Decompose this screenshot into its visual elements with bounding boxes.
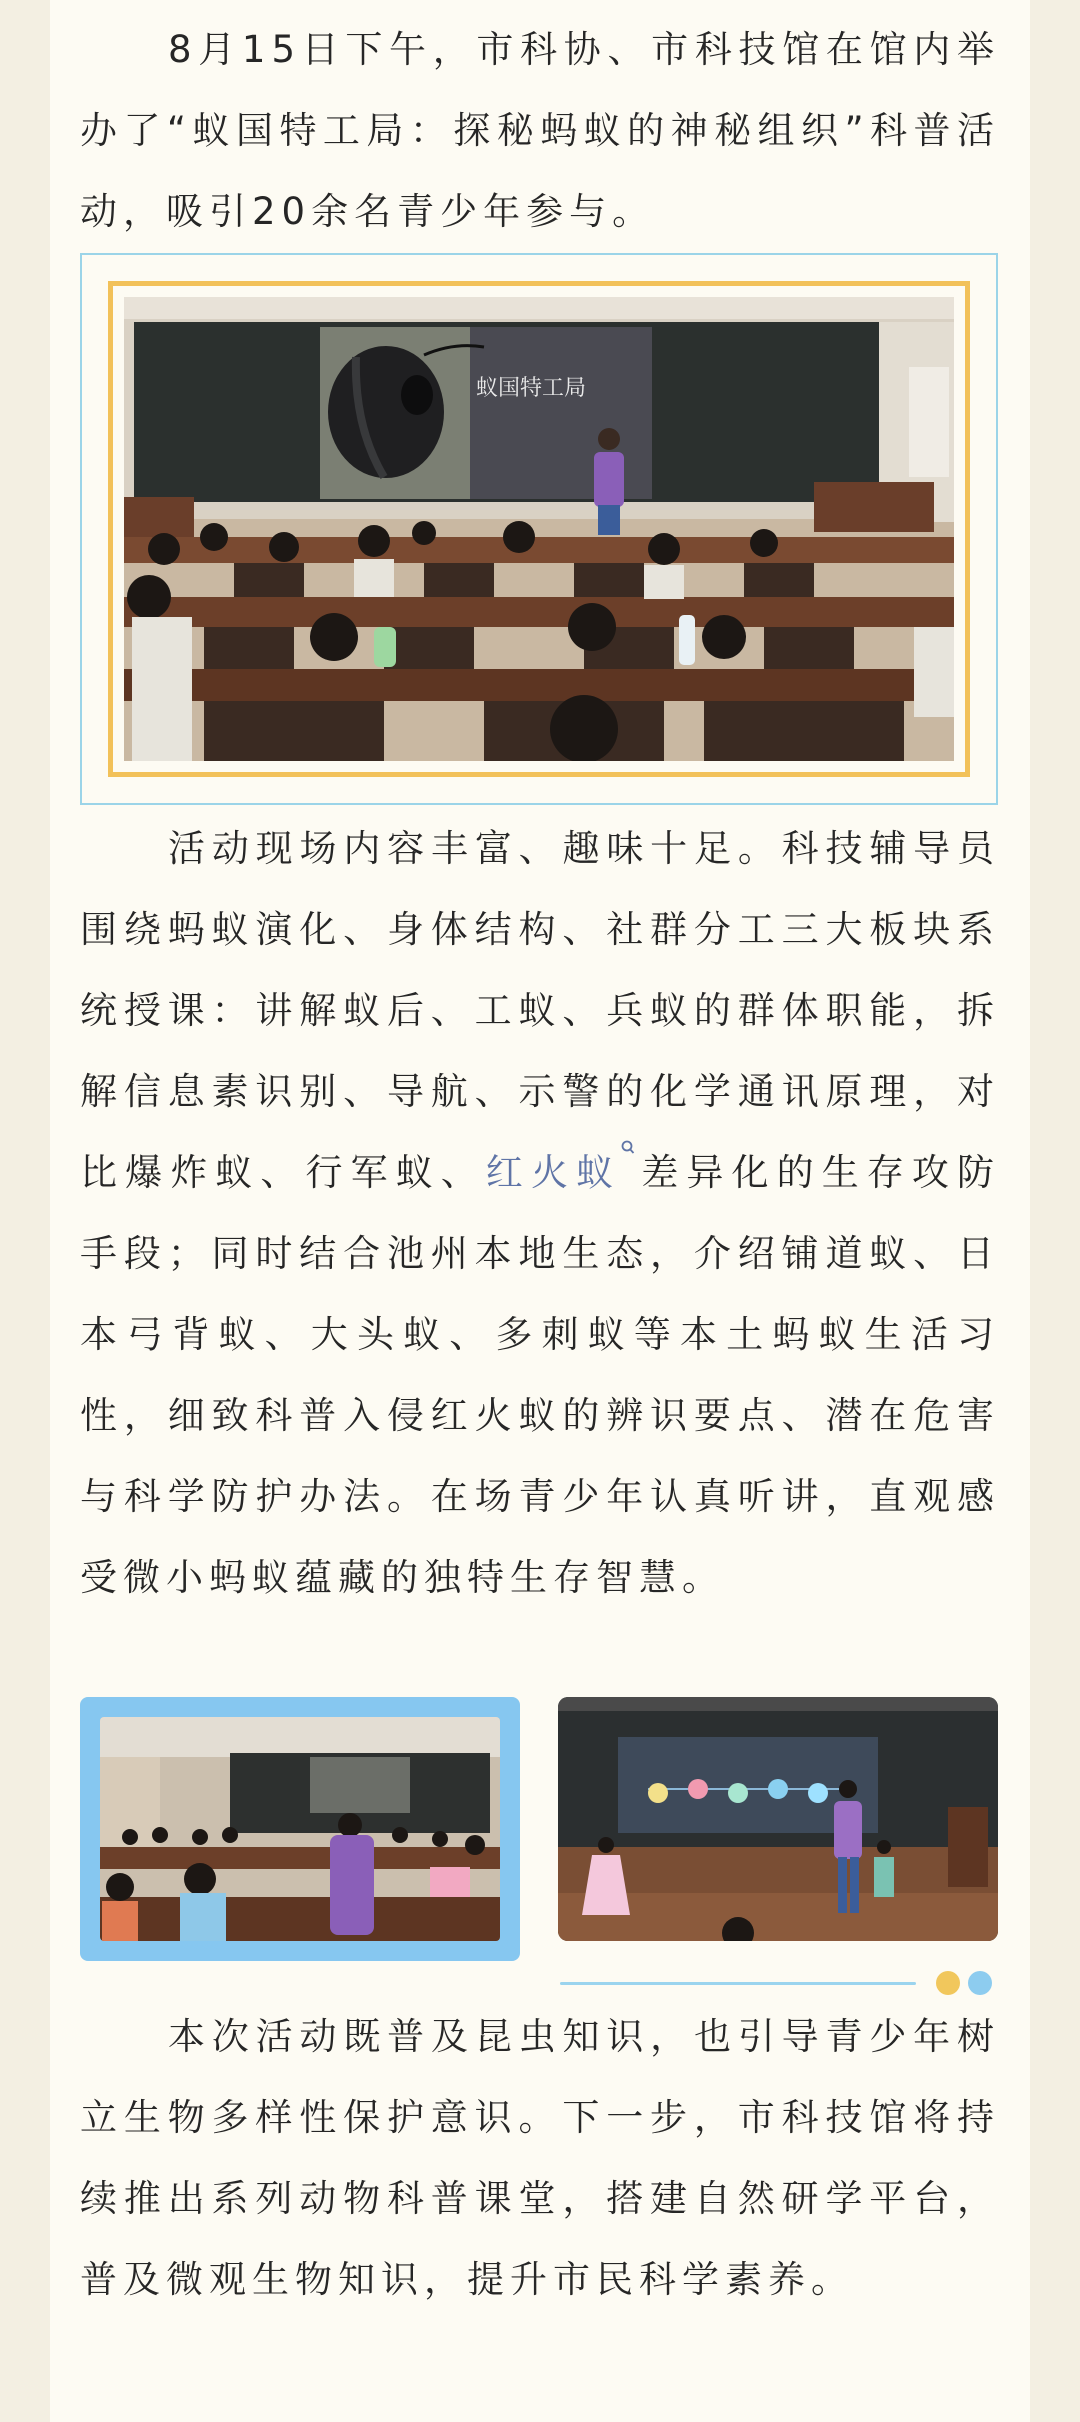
gallery-divider	[560, 1982, 916, 1985]
gallery-dot-1[interactable]	[936, 1971, 960, 1995]
paragraph-activity-text-2: 差异化的生存攻防手段；同时结合池州本地生态，介绍铺道蚁、日本弓背蚁、大头蚁、多刺蚁等本土蚂蚁生活习性，细致科普入侵红火蚁的辨识要点、潜在危害与科学防护办法。在场青少年认真听讲，直观感受微小蚂蚁蕴藏的独特生存智慧。	[80, 1151, 1001, 1599]
photo-frame-outer	[80, 253, 998, 805]
lecture-hall-illustration	[124, 297, 954, 761]
photo-frame-inner	[108, 281, 970, 777]
gallery-dot-2[interactable]	[968, 1971, 992, 1995]
photo-frame-left	[80, 1697, 520, 1961]
slide-title: 蚁国特工局	[476, 376, 587, 401]
paragraph-conclusion: 本次活动既普及昆虫知识，也引导青少年树立生物多样性保护意识。下一步，市科技馆将持续推出系列动物科普课堂，搭建自然研学平台，普及微观生物知识，提升市民科学素养。	[80, 2015, 1000, 2301]
fire-ant-link[interactable]: 红火蚁	[485, 1151, 622, 1194]
search-icon[interactable]	[621, 1140, 635, 1162]
teacher-kids-illustration	[100, 1717, 500, 1941]
photo-stage-demo[interactable]	[558, 1697, 998, 1941]
paragraph-activity	[80, 808, 1000, 1618]
paragraph-activity-text-1: 活动现场内容丰富、趣味十足。科技辅导员围绕蚂蚁演化、身体结构、社群分工三大板块系统授课：讲解蚁后、工蚁、兵蚁的群体职能，拆解信息素识别、导航、示警的化学通讯原理，对比爆炸蚁、行军蚁、	[80, 827, 1000, 1194]
paragraph-intro: 8月15日下午，市科协、市科技馆在馆内举办了“蚁国特工局：探秘蚂蚁的神秘组织”科普活动，吸引20余名青少年参与。	[80, 28, 1000, 233]
article-page	[50, 0, 1030, 2422]
stage-demo-illustration	[558, 1697, 998, 1941]
photo-teacher-with-kids[interactable]	[100, 1717, 500, 1941]
photo-lecture-hall[interactable]	[124, 297, 954, 761]
